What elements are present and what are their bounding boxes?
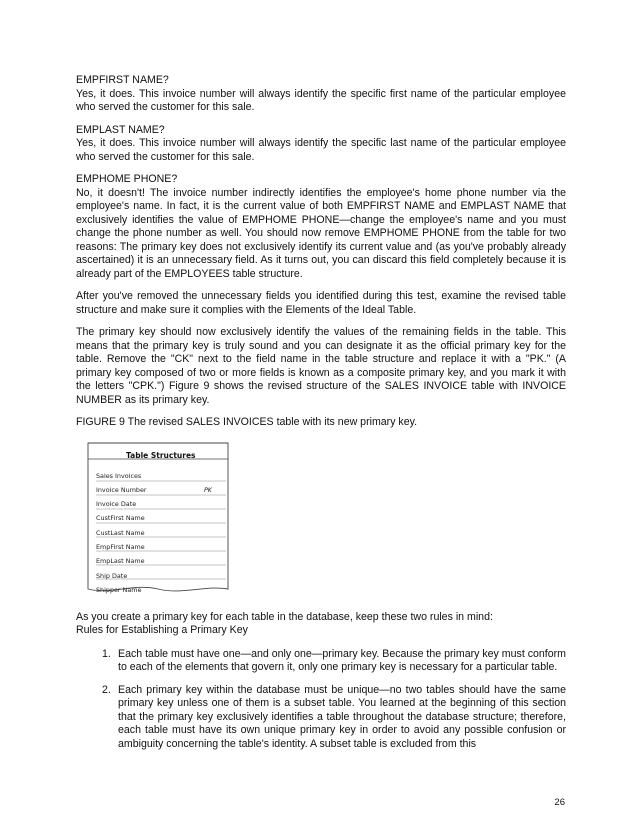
paragraph-revised-fields: After you've removed the unnecessary fields you identified during this test, examine the revised table structure and make sure it complies with the Elements of the Ideal Table.: [76, 290, 566, 316]
figure-field-list: [96, 472, 226, 601]
rules-heading: Rules for Establishing a Primary Key: [76, 624, 248, 636]
section-empfirst-name: [76, 74, 566, 115]
field-name: Invoice Date: [96, 500, 137, 509]
figure-caption: FIGURE 9 The revised SALES INVOICES table with its new primary key.: [76, 416, 418, 428]
section-heading: EMPFIRST NAME?: [76, 74, 169, 86]
field-name: EmpFirst Name: [96, 542, 145, 551]
list-number: 1.: [102, 647, 111, 660]
section-heading: EMPHOME PHONE?: [76, 173, 178, 185]
field-row: [96, 514, 226, 528]
list-number: 2.: [102, 683, 111, 696]
field-row: [96, 543, 226, 557]
page-content: [76, 74, 566, 760]
rules-intro-text: As you create a primary key for each table in the database, keep these two rules in mind:: [76, 610, 493, 623]
section-body: Yes, it does. This invoice number will always identify the specific first name of the particular employee who served the customer for this sale.: [76, 87, 566, 113]
page-number: 26: [554, 797, 565, 808]
section-emplast-name: [76, 124, 566, 165]
section-heading: EMPLAST NAME?: [76, 123, 165, 136]
field-name: CustFirst Name: [96, 514, 145, 523]
paragraph-primary-key: The primary key should now exclusively identify the values of the remaining fields in the table. This means that the primary key is truly sound and you can designate it as the official primary key for the table. Remove the "CK" next to the field name in the table structure and replace it with a "PK." (A primary key composed of two or more fields is known as a composite primary key, and you mark it with the letters "CPK.") Figure 9 shows the revised structure of the SALES INVOICE table with INVOICE NUMBER as its primary key.: [76, 326, 566, 406]
field-row: [96, 572, 226, 586]
section-body: Yes, it does. This invoice number will always identify the specific last name of the particular employee who served the customer for this sale.: [76, 137, 566, 163]
list-item: [76, 684, 566, 752]
field-row: [96, 500, 226, 514]
field-name: Shipper Name: [96, 585, 142, 594]
primary-key-badge: PK: [203, 485, 212, 494]
list-text: Each primary key within the database must be unique—no two tables should have the same primary key unless one of them is a subset table. You learned at the beginning of this section that the primary key exclusively identifies a table throughout the database structure; therefore, each table must have its own unique primary key in order to avoid any possible confusion or ambiguity concerning the table's identity. A subset table is excluded from this: [118, 683, 566, 750]
field-row: [96, 486, 226, 500]
section-emphome-phone: [76, 173, 566, 281]
field-row: [96, 586, 226, 600]
field-row: [96, 557, 226, 571]
rules-list: [76, 648, 566, 752]
list-item: [76, 648, 566, 675]
field-name: EmpLast Name: [96, 557, 145, 566]
table-name: Sales Invoices: [96, 471, 142, 480]
figure-title: Table Structures: [126, 450, 196, 460]
field-name: CustLast Name: [96, 528, 145, 537]
list-text: Each table must have one—and only one—primary key. Because the primary key must conform to each of the elements that govern it, only one primary key is necessary for a particular table.: [118, 647, 566, 673]
field-row: [96, 529, 226, 543]
section-body: No, it doesn't! The invoice number indirectly identifies the employee's home phone number via the employee's name. In fact, it is the current value of both EMPFIRST NAME and EMPLAST NAME that exclusively identifies the value of EMPHOME PHONE—change the employee's name and you must change the phone number as well. You should now remove EMPHOME PHONE from the table for two reasons: The primary key does not exclusively identify its current value and (as you've probably already ascertained) it is an unnecessary field. As it turns out, you can discard this field completely because it is already part of the EMPLOYEES table structure.: [76, 186, 566, 280]
rules-intro: [76, 611, 566, 638]
field-name: Ship Date: [96, 571, 128, 580]
figure-table-structure: [78, 439, 238, 599]
field-name: Invoice Number: [96, 485, 147, 494]
